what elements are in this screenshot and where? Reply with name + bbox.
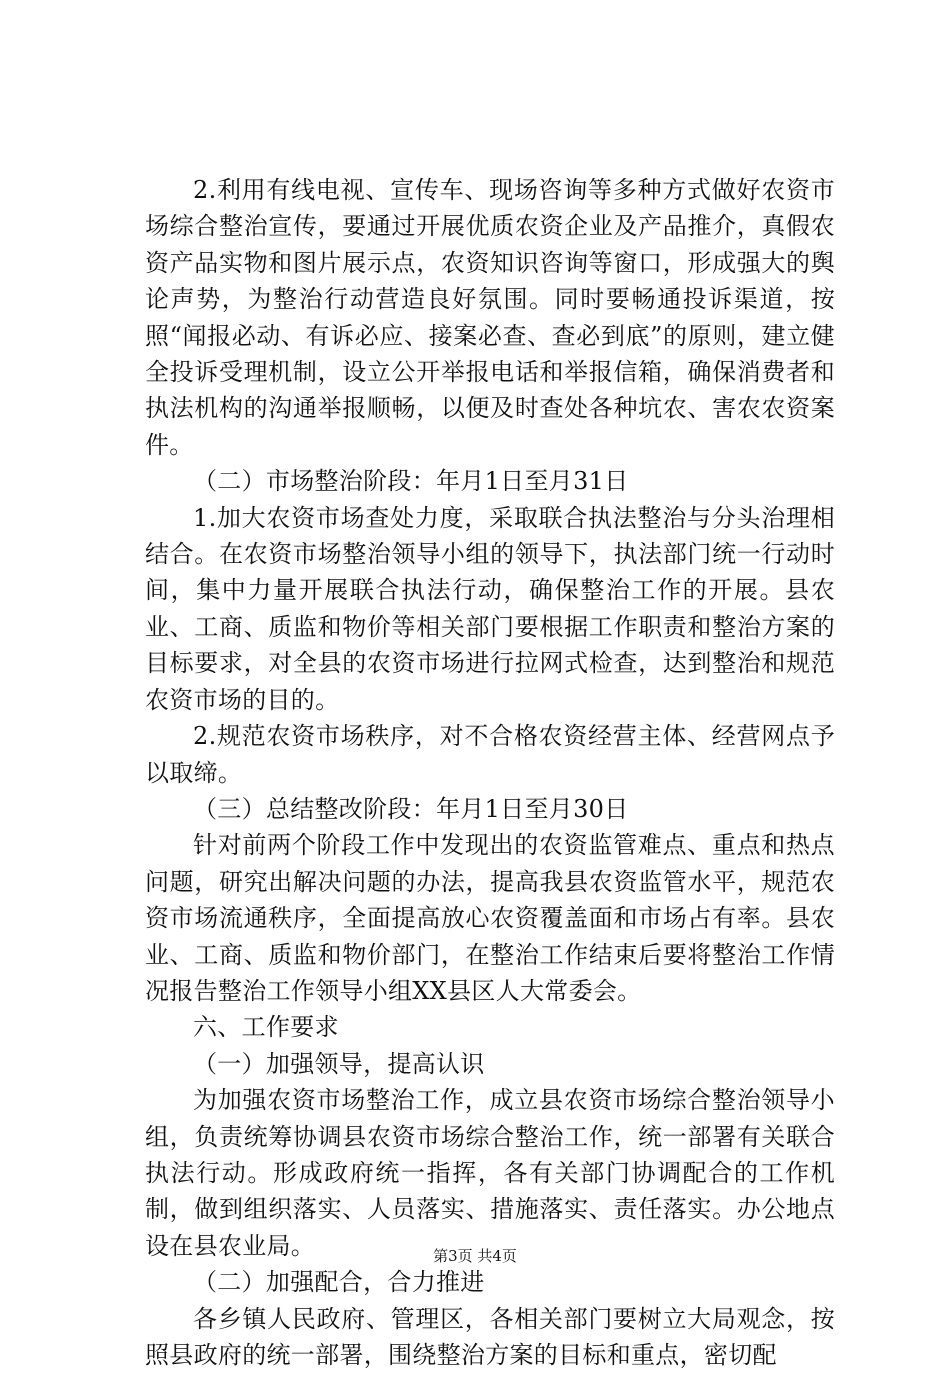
heading-work-requirements: 六、工作要求 (193, 1013, 339, 1042)
paragraph-summary: 针对前两个阶段工作中发现出的农资监管难点、重点和热点问题，研究出解决问题的办法，提高我县农资监管水平，规范农资市场流通秩序，全面提高放心农资覆盖面和市场占有率。县农业、工商、质监和物价部门，在整治工作结束后要将整治工作情况报告整治工作领导小组XX县区人大常委会。 (145, 831, 835, 1005)
paragraph-publicity-campaign: 2.利用有线电视、宣传车、现场咨询等多种方式做好农资市场综合整治宣传，要通过开展优质农资企业及产品推介，真假农资产品实物和图片展示点，农资知识咨询等窗口，形成强大的舆论声势，为整治行动营造良好氛围。同时要畅通投诉渠道，按照“闻报必动、有诉必应、接案必查、查必到底”的原则，建立健全投诉受理机制，设立公开举报电话和举报信箱，确保消费者和执法机构的沟通举报顺畅，以便及时查处各种坑农、害农农资案件。 (145, 176, 835, 459)
heading-summary-stage: （三）总结整改阶段：年月1日至月30日 (193, 794, 629, 823)
paragraph-leadership: 为加强农资市场整治工作，成立县农资市场综合整治领导小组，负责统筹协调县农资市场综合整治工作，统一部署有关联合执法行动。形成政府统一指挥，各有关部门协调配合的工作机制，做到组织落实、人员落实、措施落实、责任落实。办公地点设在县农业局。 (145, 1086, 835, 1260)
page-number-footer: 第3页 共4页 (433, 1247, 517, 1265)
document-body (145, 172, 835, 1373)
heading-strengthen-leadership: （一）加强领导，提高认识 (193, 1049, 485, 1078)
heading-market-rectification-stage: （二）市场整治阶段：年月1日至月31日 (193, 467, 629, 496)
paragraph-enforcement: 1.加大农资市场查处力度，采取联合执法整治与分头治理相结合。在农资市场整治领导小组的领导下，执法部门统一行动时间，集中力量开展联合执法行动，确保整治工作的开展。县农业、工商、质监和物价等相关部门要根据工作职责和整治方案的目标要求，对全县的农资市场进行拉网式检查，达到整治和规范农资市场的目的。 (145, 503, 835, 714)
heading-strengthen-cooperation: （二）加强配合，合力推进 (193, 1268, 485, 1297)
paragraph-cooperation: 各乡镇人民政府、管理区，各相关部门要树立大局观念，按照县政府的统一部署，围绕整治方案的目标和重点，密切配 (145, 1304, 835, 1369)
paragraph-market-order: 2.规范农资市场秩序，对不合格农资经营主体、经营网点予以取缔。 (145, 722, 835, 787)
